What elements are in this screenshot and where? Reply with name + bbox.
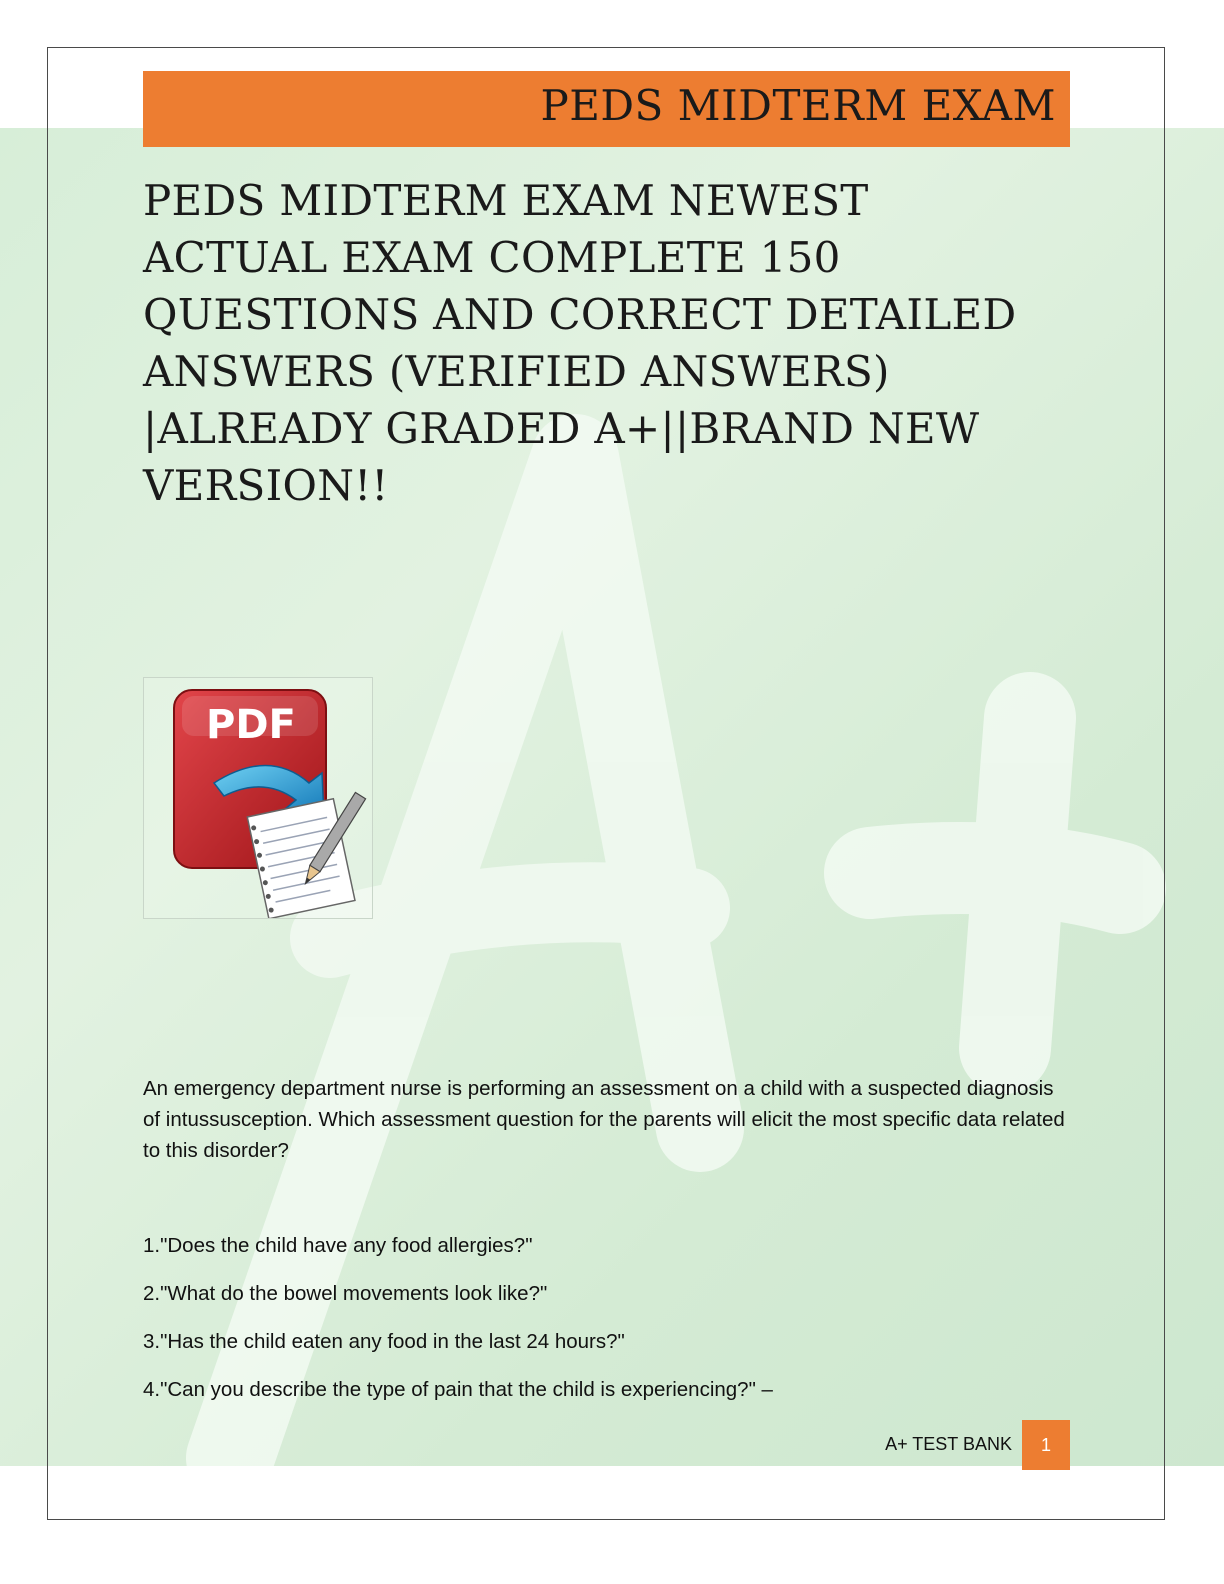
answer-option-2: 2."What do the bowel movements look like?" (143, 1282, 548, 1305)
answer-options (143, 1232, 1073, 1424)
page-number: 1 (1022, 1420, 1070, 1470)
answer-option-4: 4."Can you describe the type of pain that the child is experiencing?" – (143, 1378, 773, 1401)
footer-label: A+ TEST BANK (885, 1434, 1012, 1454)
pdf-document-icon (144, 678, 372, 918)
header-title: PEDS MIDTERM EXAM (540, 81, 1056, 130)
document-title: PEDS MIDTERM EXAM NEWEST ACTUAL EXAM COMPLETE 150 QUESTIONS AND CORRECT DETAILED ANSWERS (VERIFIED ANSWERS) |ALREADY GRADED A+||BRAND NEW VERSION!! (143, 176, 1017, 510)
pdf-image (143, 677, 373, 919)
answer-option-3: 3."Has the child eaten any food in the last 24 hours?" (143, 1330, 625, 1353)
question-text: An emergency department nurse is performing an assessment on a child with a suspected diagnosis of intussusception. Which assessment question for the parents will elicit the most specific data related to this disorder? (143, 1077, 1065, 1162)
header-banner (143, 71, 1070, 147)
pdf-label: PDF (206, 702, 296, 748)
answer-option-1: 1."Does the child have any food allergies?" (143, 1234, 533, 1257)
